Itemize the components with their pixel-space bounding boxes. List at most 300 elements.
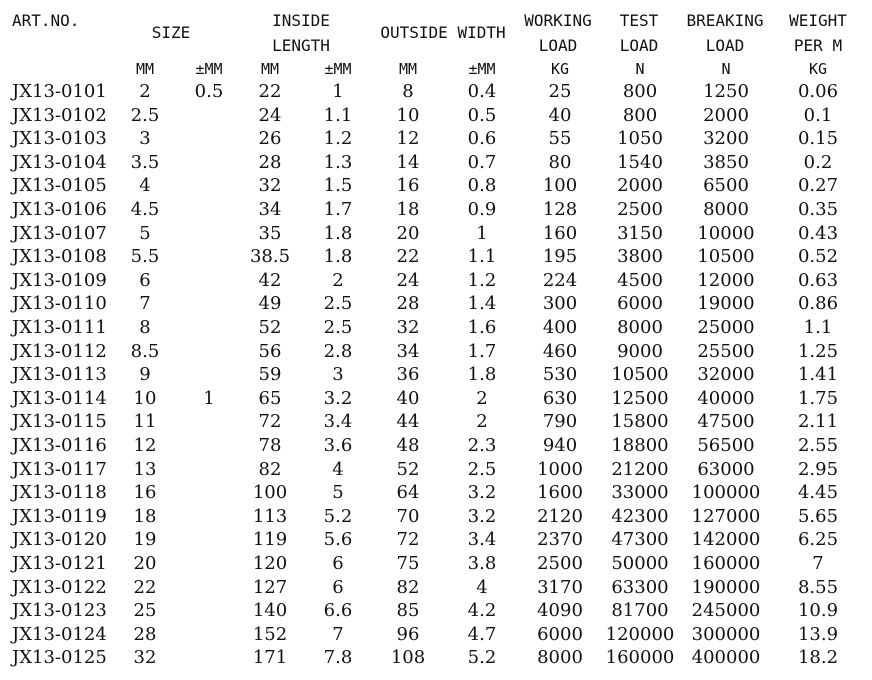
- table-row: [0, 599, 872, 623]
- cell-working-load: 195: [542, 246, 578, 268]
- cell-test-load: 160000: [605, 647, 675, 669]
- cell-art-no: JX13-0124: [12, 623, 107, 645]
- cell-art-no: JX13-0107: [12, 222, 107, 244]
- table-row: [0, 222, 872, 246]
- cell-size-mm: 4.5: [130, 199, 160, 220]
- table-row: [0, 576, 872, 600]
- cell-test-load: 800: [622, 104, 658, 126]
- cell-breaking-load: 127000: [691, 505, 761, 527]
- header-weight-line1: WEIGHT: [789, 11, 847, 30]
- cell-length-mm: 26: [258, 128, 282, 150]
- cell-working-load: 530: [542, 364, 578, 386]
- cell-working-load: 6000: [537, 623, 583, 645]
- cell-width-mm: 82: [396, 576, 420, 598]
- cell-length-tol: 5: [332, 482, 344, 504]
- cell-working-load: 940: [542, 435, 578, 456]
- cell-weight-per-m: 2.55: [797, 435, 839, 456]
- cell-size-mm: 3: [139, 128, 151, 150]
- cell-length-tol: 6.6: [323, 600, 353, 622]
- cell-breaking-load: 6500: [703, 175, 749, 197]
- cell-size-mm: 7: [139, 293, 151, 315]
- cell-length-mm: 120: [252, 553, 288, 574]
- cell-size-mm: 12: [133, 435, 157, 456]
- cell-art-no: JX13-0104: [12, 151, 107, 173]
- cell-length-tol: 2.5: [323, 293, 353, 315]
- header-size: SIZE: [151, 23, 191, 42]
- cell-length-tol: 1.5: [323, 175, 353, 197]
- cell-width-tol: 0.6: [467, 128, 497, 150]
- cell-length-tol: 2.8: [323, 340, 353, 362]
- cell-size-tol: 1: [203, 387, 215, 409]
- table-row: [0, 410, 872, 434]
- table-row: [0, 434, 872, 458]
- cell-width-tol: 3.4: [467, 529, 497, 551]
- cell-length-mm: 72: [258, 411, 282, 433]
- table-row: [0, 198, 872, 222]
- cell-art-no: JX13-0115: [12, 411, 107, 433]
- cell-length-tol: 1.8: [323, 246, 353, 268]
- cell-art-no: JX13-0111: [12, 317, 107, 338]
- cell-weight-per-m: 1.41: [797, 364, 839, 386]
- cell-art-no: JX13-0121: [12, 553, 107, 574]
- cell-working-load: 80: [548, 151, 572, 173]
- cell-width-tol: 2: [476, 411, 488, 433]
- cell-width-mm: 96: [396, 623, 420, 645]
- cell-breaking-load: 8000: [703, 199, 749, 220]
- cell-size-mm: 5.5: [130, 246, 160, 268]
- cell-length-mm: 140: [252, 600, 288, 622]
- cell-width-tol: 4.7: [467, 623, 497, 645]
- header-outside-width: OUTSIDE WIDTH: [380, 23, 506, 42]
- cell-length-mm: 127: [252, 576, 288, 598]
- table-row: [0, 552, 872, 576]
- cell-test-load: 9000: [617, 340, 663, 362]
- cell-length-mm: 35: [258, 222, 282, 244]
- cell-working-load: 2370: [537, 529, 583, 551]
- cell-width-mm: 72: [396, 529, 420, 551]
- cell-working-load: 2120: [537, 505, 583, 527]
- cell-length-mm: 59: [258, 364, 282, 386]
- cell-width-mm: 75: [396, 553, 420, 574]
- cell-size-mm: 22: [133, 576, 157, 598]
- cell-art-no: JX13-0125: [12, 647, 107, 669]
- cell-size-mm: 16: [133, 482, 157, 504]
- cell-length-tol: 2.5: [323, 317, 353, 338]
- cell-length-mm: 42: [258, 269, 282, 291]
- table-row: [0, 174, 872, 198]
- unit-size-mm: MM: [135, 60, 155, 78]
- cell-width-mm: 48: [396, 435, 420, 456]
- cell-weight-per-m: 6.25: [797, 529, 839, 551]
- cell-working-load: 3170: [537, 576, 583, 598]
- cell-breaking-load: 400000: [691, 647, 761, 669]
- cell-art-no: JX13-0122: [12, 576, 107, 598]
- cell-size-mm: 25: [133, 600, 157, 622]
- cell-length-mm: 171: [252, 647, 288, 669]
- cell-weight-per-m: 0.52: [797, 246, 839, 268]
- cell-size-mm: 28: [133, 623, 157, 645]
- cell-length-mm: 32: [258, 175, 282, 197]
- cell-size-mm: 13: [133, 458, 157, 480]
- cell-length-tol: 3.4: [323, 411, 353, 433]
- cell-test-load: 47300: [611, 529, 669, 551]
- table-row: [0, 151, 872, 175]
- cell-width-mm: 14: [396, 151, 420, 173]
- cell-length-mm: 56: [258, 340, 282, 362]
- cell-size-mm: 2.5: [130, 104, 160, 126]
- cell-length-mm: 119: [252, 529, 288, 551]
- cell-length-tol: 1.1: [323, 104, 353, 126]
- table-row: [0, 127, 872, 151]
- cell-length-tol: 1.8: [323, 222, 353, 244]
- cell-test-load: 1050: [617, 128, 663, 150]
- cell-weight-per-m: 1.1: [803, 317, 833, 338]
- cell-test-load: 2000: [617, 175, 663, 197]
- cell-size-mm: 32: [133, 647, 157, 669]
- cell-test-load: 120000: [605, 623, 675, 645]
- cell-width-tol: 1.1: [467, 246, 497, 268]
- cell-width-tol: 1.6: [467, 317, 497, 338]
- cell-working-load: 224: [542, 269, 578, 291]
- cell-length-tol: 5.2: [323, 505, 353, 527]
- cell-length-tol: 1: [332, 81, 344, 102]
- cell-weight-per-m: 18.2: [797, 647, 839, 669]
- cell-length-mm: 38.5: [249, 246, 291, 268]
- cell-width-tol: 0.4: [467, 81, 497, 102]
- cell-width-tol: 0.7: [467, 151, 497, 173]
- cell-width-tol: 1.4: [467, 293, 497, 315]
- cell-size-mm: 18: [133, 505, 157, 527]
- table-row: [0, 80, 872, 104]
- cell-weight-per-m: 2.95: [797, 458, 839, 480]
- cell-width-mm: 12: [396, 128, 420, 150]
- table-row: [0, 528, 872, 552]
- cell-width-mm: 108: [390, 647, 426, 669]
- cell-length-mm: 113: [252, 505, 288, 527]
- cell-width-mm: 32: [396, 317, 420, 338]
- cell-width-mm: 10: [396, 104, 420, 126]
- cell-width-tol: 3.2: [467, 482, 497, 504]
- cell-art-no: JX13-0110: [12, 293, 107, 315]
- cell-weight-per-m: 0.06: [797, 81, 839, 102]
- cell-test-load: 81700: [611, 600, 669, 622]
- cell-working-load: 4090: [537, 600, 583, 622]
- cell-weight-per-m: 4.45: [797, 482, 839, 504]
- cell-length-mm: 28: [258, 151, 282, 173]
- unit-test-n: N: [635, 60, 645, 78]
- cell-breaking-load: 245000: [691, 600, 761, 622]
- cell-weight-per-m: 8.55: [797, 576, 839, 598]
- cell-test-load: 2500: [617, 199, 663, 220]
- cell-test-load: 3150: [617, 222, 663, 244]
- cell-weight-per-m: 0.63: [797, 269, 839, 291]
- cell-size-mm: 8.5: [130, 340, 160, 362]
- cell-art-no: JX13-0112: [12, 340, 107, 362]
- cell-width-tol: 1: [476, 222, 488, 244]
- cell-breaking-load: 100000: [691, 482, 761, 504]
- cell-working-load: 400: [542, 317, 578, 338]
- cell-art-no: JX13-0113: [12, 364, 107, 386]
- cell-length-tol: 1.2: [323, 128, 353, 150]
- cell-size-mm: 8: [139, 317, 151, 338]
- cell-length-tol: 4: [332, 458, 344, 480]
- cell-art-no: JX13-0118: [12, 482, 107, 504]
- cell-weight-per-m: 0.35: [797, 199, 839, 220]
- cell-length-tol: 6: [332, 553, 344, 574]
- cell-weight-per-m: 1.25: [797, 340, 839, 362]
- cell-test-load: 6000: [617, 293, 663, 315]
- cell-working-load: 8000: [537, 647, 583, 669]
- cell-working-load: 25: [548, 81, 572, 102]
- header-working-load: [518, 8, 598, 58]
- header-test-load-line1: TEST: [619, 11, 659, 30]
- cell-working-load: 630: [542, 387, 578, 409]
- cell-test-load: 3800: [617, 246, 663, 268]
- cell-size-mm: 10: [133, 387, 157, 409]
- cell-working-load: 790: [542, 411, 578, 433]
- cell-width-tol: 1.7: [467, 340, 497, 362]
- cell-test-load: 8000: [617, 317, 663, 338]
- cell-length-mm: 24: [258, 104, 282, 126]
- cell-length-tol: 6: [332, 576, 344, 598]
- cell-weight-per-m: 2.11: [797, 411, 839, 433]
- cell-art-no: JX13-0116: [12, 435, 107, 456]
- cell-weight-per-m: 0.2: [803, 151, 833, 173]
- cell-breaking-load: 25500: [697, 340, 755, 362]
- cell-test-load: 12500: [611, 387, 669, 409]
- cell-size-mm: 9: [139, 364, 151, 386]
- header-inside-length-line1: INSIDE: [272, 11, 330, 30]
- cell-breaking-load: 2000: [703, 104, 749, 126]
- cell-size-mm: 5: [139, 222, 151, 244]
- cell-test-load: 50000: [611, 553, 669, 574]
- cell-width-mm: 70: [396, 505, 420, 527]
- cell-test-load: 4500: [617, 269, 663, 291]
- unit-working-kg: KG: [550, 60, 570, 78]
- cell-weight-per-m: 0.1: [803, 104, 833, 126]
- cell-length-mm: 34: [258, 199, 282, 220]
- cell-width-mm: 22: [396, 246, 420, 268]
- cell-breaking-load: 190000: [691, 576, 761, 598]
- cell-working-load: 1600: [537, 482, 583, 504]
- unit-length-mm: MM: [260, 60, 280, 78]
- cell-working-load: 128: [542, 199, 578, 220]
- cell-art-no: JX13-0114: [12, 387, 107, 409]
- table-row: [0, 458, 872, 482]
- cell-breaking-load: 12000: [697, 269, 755, 291]
- cell-art-no: JX13-0117: [12, 458, 107, 480]
- cell-length-tol: 3.6: [323, 435, 353, 456]
- cell-length-tol: 7: [332, 623, 344, 645]
- table-row: [0, 646, 872, 670]
- cell-weight-per-m: 10.9: [797, 600, 839, 622]
- header-inside-length-line2: LENGTH: [272, 36, 330, 55]
- cell-breaking-load: 10500: [697, 246, 755, 268]
- cell-width-mm: 52: [396, 458, 420, 480]
- cell-width-mm: 20: [396, 222, 420, 244]
- cell-art-no: JX13-0120: [12, 529, 107, 551]
- cell-length-mm: 52: [258, 317, 282, 338]
- cell-breaking-load: 300000: [691, 623, 761, 645]
- cell-test-load: 10500: [611, 364, 669, 386]
- cell-art-no: JX13-0109: [12, 269, 107, 291]
- cell-art-no: JX13-0108: [12, 246, 107, 268]
- cell-length-mm: 152: [252, 623, 288, 645]
- cell-test-load: 800: [622, 81, 658, 102]
- cell-working-load: 55: [548, 128, 572, 150]
- table-row: [0, 387, 872, 411]
- cell-width-tol: 1.2: [467, 269, 497, 291]
- header-weight: [780, 8, 856, 58]
- cell-art-no: JX13-0105: [12, 175, 107, 197]
- table-row: [0, 104, 872, 128]
- cell-width-mm: 34: [396, 340, 420, 362]
- unit-width-tol: ±MM: [468, 60, 496, 78]
- cell-weight-per-m: 1.75: [797, 387, 839, 409]
- cell-working-load: 100: [542, 175, 578, 197]
- cell-working-load: 460: [542, 340, 578, 362]
- cell-test-load: 15800: [611, 411, 669, 433]
- table-row: [0, 269, 872, 293]
- table-row: [0, 292, 872, 316]
- cell-size-mm: 4: [139, 175, 151, 197]
- cell-breaking-load: 32000: [697, 364, 755, 386]
- cell-breaking-load: 160000: [691, 553, 761, 574]
- cell-weight-per-m: 0.43: [797, 222, 839, 244]
- cell-test-load: 33000: [611, 482, 669, 504]
- cell-art-no: JX13-0119: [12, 505, 107, 527]
- cell-size-mm: 6: [139, 269, 151, 291]
- cell-width-tol: 5.2: [467, 647, 497, 669]
- cell-length-mm: 49: [258, 293, 282, 315]
- cell-length-mm: 100: [252, 482, 288, 504]
- header-working-load-line2: LOAD: [538, 36, 578, 55]
- cell-width-tol: 2.3: [467, 435, 497, 456]
- header-test-load-line2: LOAD: [619, 36, 659, 55]
- cell-width-tol: 3.2: [467, 505, 497, 527]
- cell-width-mm: 24: [396, 269, 420, 291]
- cell-width-tol: 2.5: [467, 458, 497, 480]
- cell-working-load: 2500: [537, 553, 583, 574]
- cell-breaking-load: 47500: [697, 411, 755, 433]
- cell-size-mm: 3.5: [130, 151, 160, 173]
- cell-art-no: JX13-0103: [12, 128, 107, 150]
- cell-weight-per-m: 7: [812, 553, 824, 574]
- cell-working-load: 300: [542, 293, 578, 315]
- cell-size-mm: 20: [133, 553, 157, 574]
- cell-art-no: JX13-0123: [12, 600, 107, 622]
- unit-width-mm: MM: [398, 60, 418, 78]
- cell-working-load: 160: [542, 222, 578, 244]
- table-row: [0, 340, 872, 364]
- header-breaking-load-line2: LOAD: [705, 36, 745, 55]
- cell-width-mm: 28: [396, 293, 420, 315]
- cell-width-tol: 4.2: [467, 600, 497, 622]
- cell-test-load: 42300: [611, 505, 669, 527]
- cell-breaking-load: 1250: [703, 81, 749, 102]
- cell-width-tol: 2: [476, 387, 488, 409]
- cell-width-mm: 85: [396, 600, 420, 622]
- unit-length-tol: ±MM: [324, 60, 352, 78]
- cell-breaking-load: 40000: [697, 387, 755, 409]
- cell-length-mm: 65: [258, 387, 282, 409]
- header-weight-line2: PER M: [793, 36, 843, 55]
- header-test-load: [608, 8, 670, 58]
- cell-width-tol: 0.8: [467, 175, 497, 197]
- unit-breaking-n: N: [721, 60, 731, 78]
- table-row: [0, 481, 872, 505]
- cell-size-mm: 19: [133, 529, 157, 551]
- cell-working-load: 40: [548, 104, 572, 126]
- cell-test-load: 21200: [611, 458, 669, 480]
- cell-width-tol: 0.5: [467, 104, 497, 126]
- cell-breaking-load: 63000: [697, 458, 755, 480]
- cell-length-tol: 1.3: [323, 151, 353, 173]
- cell-art-no: JX13-0102: [12, 104, 107, 126]
- cell-size-mm: 11: [133, 411, 157, 433]
- header-inside-length: [255, 8, 347, 58]
- cell-width-mm: 44: [396, 411, 420, 433]
- cell-art-no: JX13-0106: [12, 199, 107, 220]
- cell-length-tol: 5.6: [323, 529, 353, 551]
- cell-length-tol: 3: [332, 364, 344, 386]
- cell-breaking-load: 56500: [697, 435, 755, 456]
- cell-length-tol: 3.2: [323, 387, 353, 409]
- cell-test-load: 1540: [617, 151, 663, 173]
- cell-test-load: 63300: [611, 576, 669, 598]
- cell-size-mm: 2: [139, 81, 151, 102]
- cell-width-mm: 16: [396, 175, 420, 197]
- cell-length-mm: 82: [258, 458, 282, 480]
- cell-breaking-load: 10000: [697, 222, 755, 244]
- cell-size-tol: 0.5: [194, 81, 224, 102]
- header-art-no: ART.NO.: [12, 11, 80, 30]
- cell-breaking-load: 25000: [697, 317, 755, 338]
- cell-width-mm: 40: [396, 387, 420, 409]
- cell-art-no: JX13-0101: [12, 81, 107, 102]
- cell-length-tol: 7.8: [323, 647, 353, 669]
- cell-length-mm: 22: [258, 81, 282, 102]
- header-breaking-load: [680, 8, 770, 58]
- cell-breaking-load: 3200: [703, 128, 749, 150]
- cell-weight-per-m: 0.15: [797, 128, 839, 150]
- cell-length-tol: 1.7: [323, 199, 353, 220]
- table-row: [0, 363, 872, 387]
- table-row: [0, 505, 872, 529]
- cell-breaking-load: 3850: [703, 151, 749, 173]
- cell-weight-per-m: 13.9: [797, 623, 839, 645]
- unit-weight-kg: KG: [808, 60, 828, 78]
- cell-length-mm: 78: [258, 435, 282, 456]
- table-row: [0, 316, 872, 340]
- cell-test-load: 18800: [611, 435, 669, 456]
- cell-breaking-load: 142000: [691, 529, 761, 551]
- cell-width-mm: 8: [402, 81, 414, 102]
- header-breaking-load-line1: BREAKING: [686, 11, 764, 30]
- header-working-load-line1: WORKING: [524, 11, 592, 30]
- cell-weight-per-m: 0.86: [797, 293, 839, 315]
- cell-breaking-load: 19000: [697, 293, 755, 315]
- cell-length-tol: 2: [332, 269, 344, 291]
- table-row: [0, 245, 872, 269]
- table-row: [0, 623, 872, 647]
- cell-width-mm: 64: [396, 482, 420, 504]
- cell-width-mm: 18: [396, 199, 420, 220]
- cell-width-tol: 3.8: [467, 553, 497, 574]
- cell-width-tol: 4: [476, 576, 488, 598]
- cell-weight-per-m: 0.27: [797, 175, 839, 197]
- cell-width-mm: 36: [396, 364, 420, 386]
